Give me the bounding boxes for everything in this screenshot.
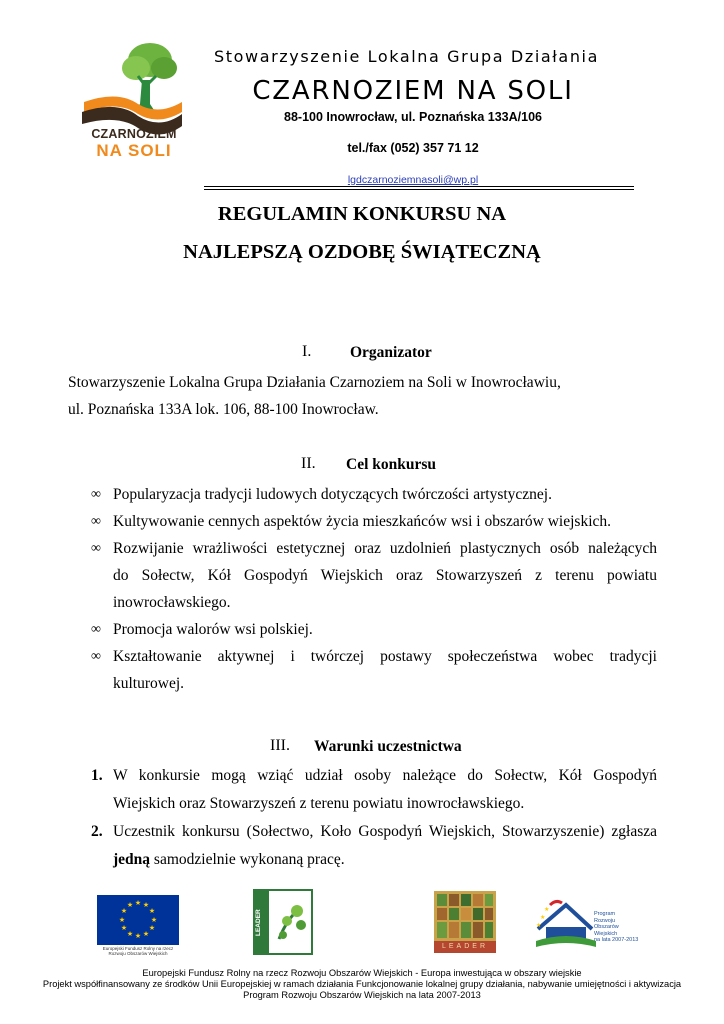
footer-line2: Projekt współfinansowany ze środków Unii Europejskiej w ramach działania Funkcjonowanie lokalnej grupy działania, nabywanie umiejętności i aktywizacja (42, 979, 682, 989)
svg-text:★: ★ (134, 932, 142, 940)
prow-logo (532, 893, 640, 951)
list-item (91, 762, 657, 818)
list-item-text: Kształtowanie aktywnej i twórczej postawy społeczeństwa wobec tradycji (113, 648, 657, 665)
prow-name-line: Rozwoju (594, 917, 616, 924)
leader-mosaic-icon (434, 891, 496, 941)
list-item-text: Popularyzacja tradycji ludowych dotyczących twórczości artystycznej. (113, 486, 552, 503)
org-phone: tel./fax (052) 357 71 12 (347, 141, 479, 155)
list-item (91, 616, 657, 643)
conditions-list (91, 762, 657, 874)
list-item-text: Rozwijanie wrażliwości estetycznej oraz uzdolnień plastycznych osób należących (113, 540, 657, 557)
list-item (91, 643, 657, 697)
prow-house-flag-icon (532, 893, 598, 951)
svg-text:★: ★ (134, 899, 142, 907)
list-item-text: Promocja walorów wsi polskiej. (113, 621, 313, 638)
infinity-bullet-icon: ∞ (91, 622, 101, 637)
document-title-line2: NAJLEPSZĄ OZDOBĘ ŚWIĄTECZNĄ (183, 241, 541, 263)
prow-name-line: Wiejskich (594, 930, 618, 937)
prow-years: na lata 2007-2013 (594, 937, 639, 943)
leader-mosaic-logo (434, 891, 496, 953)
list-item (91, 818, 657, 874)
svg-text:★: ★ (540, 914, 546, 921)
section-1-title: Organizator (350, 344, 432, 361)
svg-text:★: ★ (120, 907, 128, 915)
infinity-bullet-icon: ∞ (91, 487, 101, 502)
leader-mosaic-label: LEADER (434, 941, 496, 953)
logo-text-czarnoziem: CZARNOZIEM (91, 127, 177, 141)
section-2-number: II. (301, 455, 316, 472)
svg-text:★: ★ (126, 930, 134, 938)
section-3-title: Warunki uczestnictwa (314, 738, 462, 755)
svg-text:★: ★ (148, 924, 156, 932)
prow-name-line: Obszarów (594, 924, 619, 930)
svg-text:★: ★ (142, 930, 150, 938)
eu-flag-icon (97, 895, 179, 945)
list-item (91, 535, 657, 616)
svg-text:★: ★ (544, 906, 550, 913)
org-name-line1: Stowarzyszenie Lokalna Grupa Działania (214, 47, 600, 66)
eu-caption-line: Rozwoju Obszarów Wiejskich (108, 951, 168, 956)
goals-list (91, 481, 657, 697)
logo-text-na-soli: NA SOLI (96, 141, 172, 160)
org-email-link[interactable]: lgdczarnoziemnasoli@wp.pl (347, 174, 479, 186)
infinity-bullet-icon: ∞ (91, 649, 101, 664)
eu-flag-logo (97, 895, 179, 957)
svg-text:★: ★ (118, 916, 126, 924)
header-divider (204, 189, 634, 190)
leader-logo (253, 889, 313, 955)
list-item (91, 481, 657, 508)
list-item-text: do Sołectw, Kół Gospodyń Wiejskich oraz Stowarzyszeń z terenu powiatu (113, 567, 657, 584)
section-1-body (68, 369, 658, 423)
svg-text:★: ★ (150, 916, 158, 924)
list-item (91, 508, 657, 535)
infinity-bullet-icon: ∞ (91, 541, 101, 556)
section-3-number: III. (270, 737, 290, 754)
eu-caption (97, 946, 179, 956)
section-2-title: Cel konkursu (346, 456, 437, 473)
list-item-number: 1. (91, 767, 103, 784)
list-item-text: Uczestnik konkursu (Sołectwo, Koło Gospodyń Wiejskich, Stowarzyszenie) zgłasza (113, 823, 657, 840)
list-item-text: Wiejskich oraz Stowarzyszeń z terenu powiatu inowrocławskiego. (113, 795, 525, 812)
footer-line3: Program Rozwoju Obszarów Wiejskich na lata 2007-2013 (243, 990, 481, 1000)
leader-label: LEADER (255, 909, 262, 937)
document-title-line1: REGULAMIN KONKURSU NA (217, 203, 507, 225)
org-address: 88-100 Inowrocław, ul. Poznańska 133A/106 (284, 110, 542, 124)
svg-text:★: ★ (536, 922, 542, 929)
infinity-bullet-icon: ∞ (91, 514, 101, 529)
svg-text:★: ★ (148, 907, 156, 915)
header-divider (204, 186, 634, 187)
list-item-text: kulturowej. (113, 675, 185, 692)
section-1-line: Stowarzyszenie Lokalna Grupa Działania Czarnoziem na Soli w Inowrocławiu, (68, 374, 561, 391)
list-item-number: 2. (91, 823, 103, 840)
list-item-text: Kultywowanie cennych aspektów życia mieszkańców wsi i obszarów wiejskich. (113, 513, 612, 530)
org-name-line2: CZARNOZIEM NA SOLI (252, 76, 574, 106)
prow-name (594, 911, 640, 944)
eu-caption-line: Europejski Fundusz Rolny na rzecz (102, 946, 174, 951)
emphasis-text: jedną (113, 851, 151, 868)
list-item-text: W konkursie mogą wziąć udział osoby należące do Sołectw, Kół Gospodyń (113, 767, 657, 784)
organization-logo (78, 38, 186, 166)
section-1-line: ul. Poznańska 133A lok. 106, 88-100 Inowrocław. (68, 401, 379, 418)
list-item-text: inowrocławskiego. (113, 594, 231, 611)
footer-line1: Europejski Fundusz Rolny na rzecz Rozwoju Obszarów Wiejskich - Europa inwestująca w obszary wiejskie (142, 968, 582, 978)
svg-text:★: ★ (142, 901, 150, 909)
svg-text:★: ★ (120, 924, 128, 932)
svg-text:★: ★ (126, 901, 134, 909)
list-item-text: samodzielnie wykonaną pracę. (150, 851, 345, 868)
section-1-number: I. (302, 343, 312, 360)
prow-name-line: Program (594, 911, 616, 917)
